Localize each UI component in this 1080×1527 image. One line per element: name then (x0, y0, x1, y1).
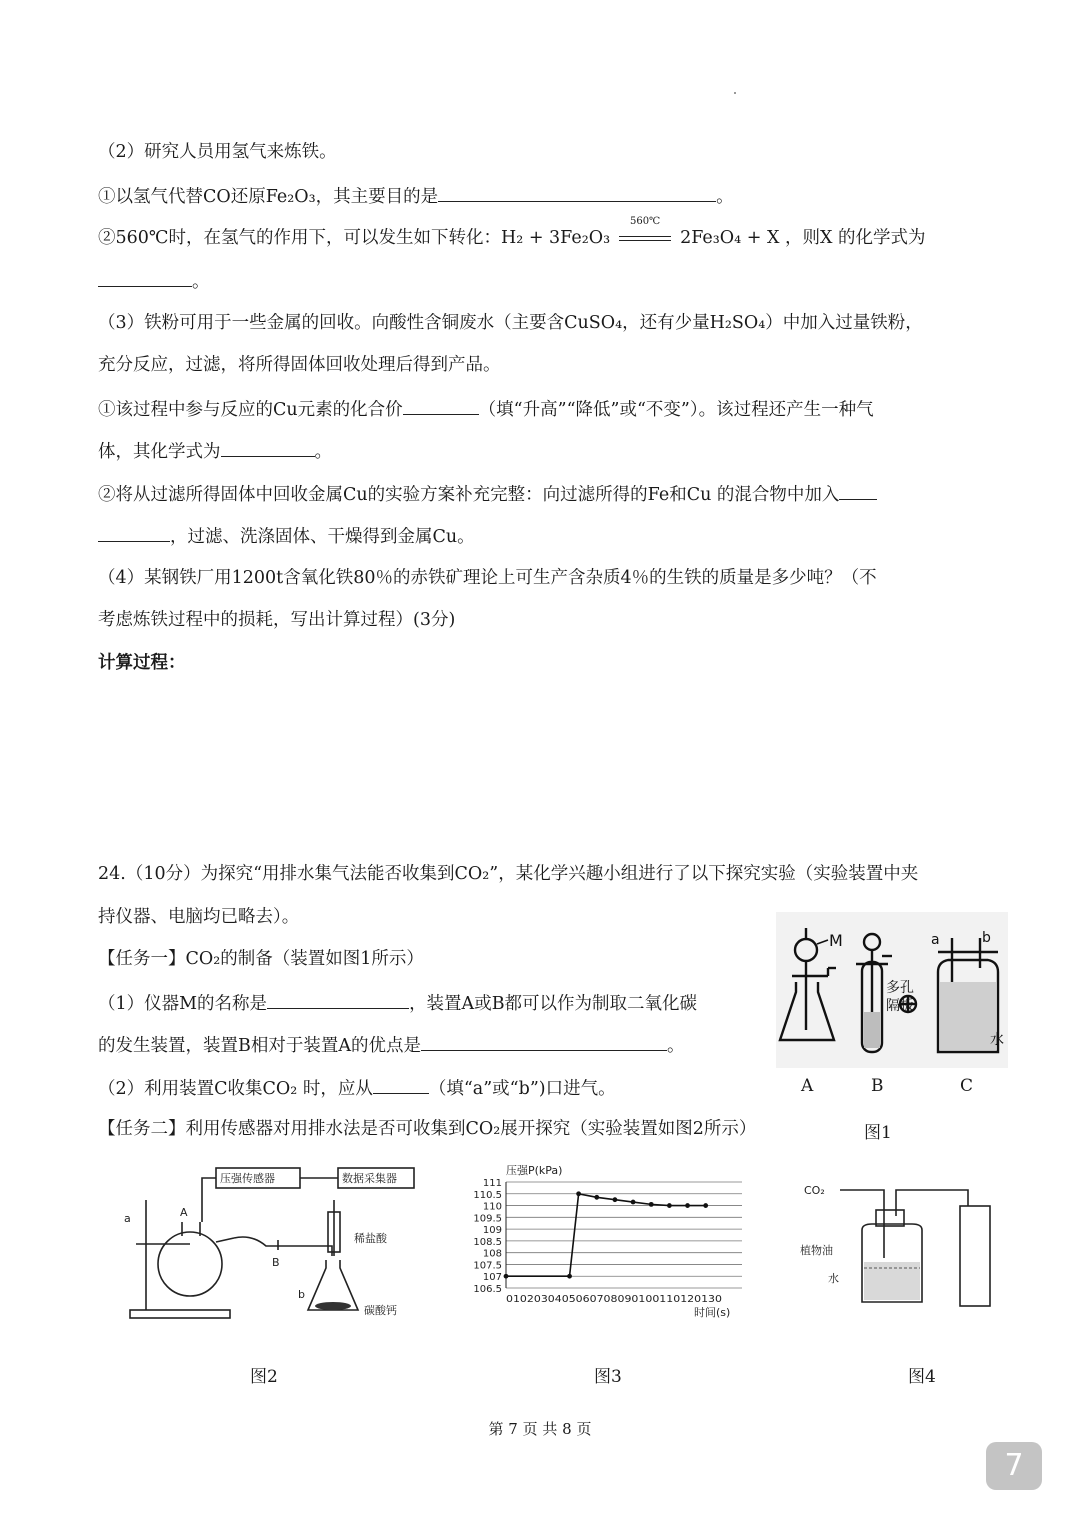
scan-dot (734, 92, 736, 94)
task1-heading: 【任务一】CO₂的制备（装置如图1所示） (98, 949, 424, 969)
answer-blank[interactable] (403, 396, 479, 415)
y-tick-label: 111 (482, 1178, 502, 1189)
q2-title: （2）研究人员用氢气来炼铁。 (98, 142, 337, 162)
t1q1-cont (98, 1032, 685, 1058)
fig2-A: A (180, 1206, 188, 1219)
answer-blank[interactable] (98, 268, 192, 287)
answer-blank[interactable] (221, 438, 315, 457)
y-tick-label: 106.5 (473, 1284, 502, 1295)
q3-item2b: ，过滤、洗涤固体、干燥得到金属Cu。 (170, 527, 475, 547)
figure-3-caption: 图3 (594, 1367, 622, 1387)
port-b: b (982, 930, 991, 946)
port-a: a (931, 932, 940, 948)
chart-xlabel: 时间(s) (694, 1306, 731, 1319)
t1q2 (98, 1075, 616, 1101)
solid-label: 碳酸钙 (364, 1304, 397, 1317)
data-point (576, 1191, 581, 1196)
answer-blank[interactable] (373, 1075, 429, 1094)
t1q1a: （1）仪器M的名称是 (98, 994, 268, 1014)
q3-item1c: 体，其化学式为 (98, 442, 221, 462)
reaction-condition: 560℃ (629, 216, 661, 227)
task2-heading: 【任务二】利用传感器对用排水法是否可收集到CO₂展开探究（实验装置如图2所示） (98, 1119, 757, 1139)
data-point (685, 1203, 690, 1208)
fig2-b: b (298, 1288, 305, 1301)
label-m: M (829, 931, 843, 950)
q2-item2-pre: ②560℃时，在氢气的作用下，可以发生如下转化：H₂ + 3Fe₂O₃ (98, 228, 611, 248)
q3-item1b: （填“升高”“降低”或“不变”）。该过程还产生一种气 (478, 400, 874, 420)
water-label-4: 水 (828, 1272, 839, 1285)
q3-item1-cont (98, 438, 332, 464)
x-tick-labels: 0102030405060708090100110120130 (506, 1294, 722, 1305)
t1q2a: （2）利用装置C收集CO₂ 时，应从 (98, 1079, 373, 1099)
q2-item1 (98, 183, 734, 209)
label-a: A (801, 1076, 814, 1096)
q3-item1 (98, 396, 874, 422)
answer-blank[interactable] (267, 990, 409, 1009)
q3-item2 (98, 481, 877, 507)
oil-label: 植物油 (800, 1244, 833, 1257)
plate-label-2: 隔板 (886, 998, 914, 1014)
t1q1b: ，装置A或B都可以作为制取二氧化碳 (409, 994, 698, 1014)
t1q1d: 。 (667, 1036, 685, 1056)
data-point (504, 1274, 509, 1279)
collector-label: 数据采集器 (342, 1172, 397, 1185)
q3-line1: （3）铁粉可用于一些金属的回收。向酸性含铜废水（主要含CuSO₄，还有少量H₂SO₄）中加入过量铁粉， (98, 313, 923, 333)
answer-blank[interactable] (438, 183, 716, 202)
q3-line2: 充分反应，过滤，将所得固体回收处理后得到产品。 (98, 355, 501, 375)
figure-4-apparatus (800, 1176, 1000, 1312)
label-c: C (960, 1076, 974, 1096)
label-b: B (871, 1076, 884, 1096)
data-point (613, 1197, 618, 1202)
y-tick-label: 110.5 (473, 1189, 502, 1201)
figure-1-caption: 图1 (864, 1123, 892, 1143)
q2-item1-end: 。 (716, 187, 734, 207)
q2-item1-text: ①以氢气代替CO还原Fe₂O₃，其主要目的是 (98, 187, 439, 207)
page-badge: 7 (986, 1442, 1042, 1490)
data-point (567, 1274, 572, 1279)
answer-blank[interactable] (839, 481, 877, 500)
co2-label: CO₂ (804, 1184, 825, 1197)
figure-4-caption: 图4 (908, 1367, 936, 1387)
q3-item2a: ②将从过滤所得固体中回收金属Cu的实验方案补充完整：向过滤所得的Fe和Cu 的混合物中加入 (98, 485, 840, 505)
figure-2-apparatus (120, 1160, 420, 1330)
calc-label: 计算过程： (98, 653, 186, 673)
fig2-B: B (272, 1256, 280, 1269)
q24-line2: 持仪器、电脑均已略去）。 (98, 907, 300, 927)
data-point (667, 1203, 672, 1208)
fig2-a: a (124, 1212, 131, 1225)
y-tick-label: 107 (482, 1272, 502, 1284)
q2-item2-post: 2Fe₃O₄ + X ，则X 的化学式为 (680, 228, 926, 248)
t1q1c: 的发生装置，装置B相对于装置A的优点是 (98, 1036, 421, 1056)
y-tick-label: 107.5 (473, 1260, 502, 1272)
figure-2-caption: 图2 (250, 1367, 278, 1387)
answer-blank[interactable] (421, 1032, 667, 1051)
data-point (703, 1203, 708, 1208)
t1q2b: （填“a”或“b”)口进气。 (428, 1079, 616, 1099)
data-point (631, 1200, 636, 1205)
q2-item2-cont (98, 268, 210, 294)
pressure-line (506, 1194, 706, 1276)
acid-label: 稀盐酸 (354, 1232, 387, 1245)
q3-item1d: 。 (314, 442, 332, 462)
q4-line1: （4）某钢铁厂用1200t含氧化铁80％的赤铁矿理论上可生产含杂质4％的生铁的质量是多少吨？（不 (98, 568, 877, 588)
y-tick-label: 108.5 (473, 1236, 502, 1248)
q2-item2 (98, 216, 926, 250)
y-tick-label: 109 (482, 1225, 502, 1237)
data-point (594, 1195, 599, 1200)
page-number: 第 7 页 共 8 页 (488, 1420, 592, 1438)
q3-item2-cont (98, 523, 475, 549)
data-point (649, 1202, 654, 1207)
chart-ylabel: 压强P(kPa) (506, 1164, 563, 1177)
q3-item1a: ①该过程中参与反应的Cu元素的化合价 (98, 400, 403, 420)
plate-label-1: 多孔 (886, 980, 914, 996)
figure-3-chart (462, 1160, 752, 1320)
reaction-arrow (616, 216, 674, 250)
t1q1 (98, 990, 697, 1016)
q2-item2-end: 。 (192, 272, 210, 292)
q4-line2: 考虑炼铁过程中的损耗，写出计算过程）(3分) (98, 610, 456, 630)
figure-1-apparatus (776, 912, 1008, 1068)
y-tick-label: 108 (482, 1248, 502, 1260)
q24-line1: 24.（10分）为探究“用排水集气法能否收集到CO₂”，某化学兴趣小组进行了以下探究实验（实验装置中夹 (98, 864, 919, 884)
answer-blank[interactable] (98, 523, 170, 542)
water-label: 水 (990, 1032, 1004, 1048)
y-tick-label: 110 (482, 1201, 502, 1213)
y-tick-label: 109.5 (473, 1213, 502, 1225)
sensor-label: 压强传感器 (220, 1172, 275, 1185)
